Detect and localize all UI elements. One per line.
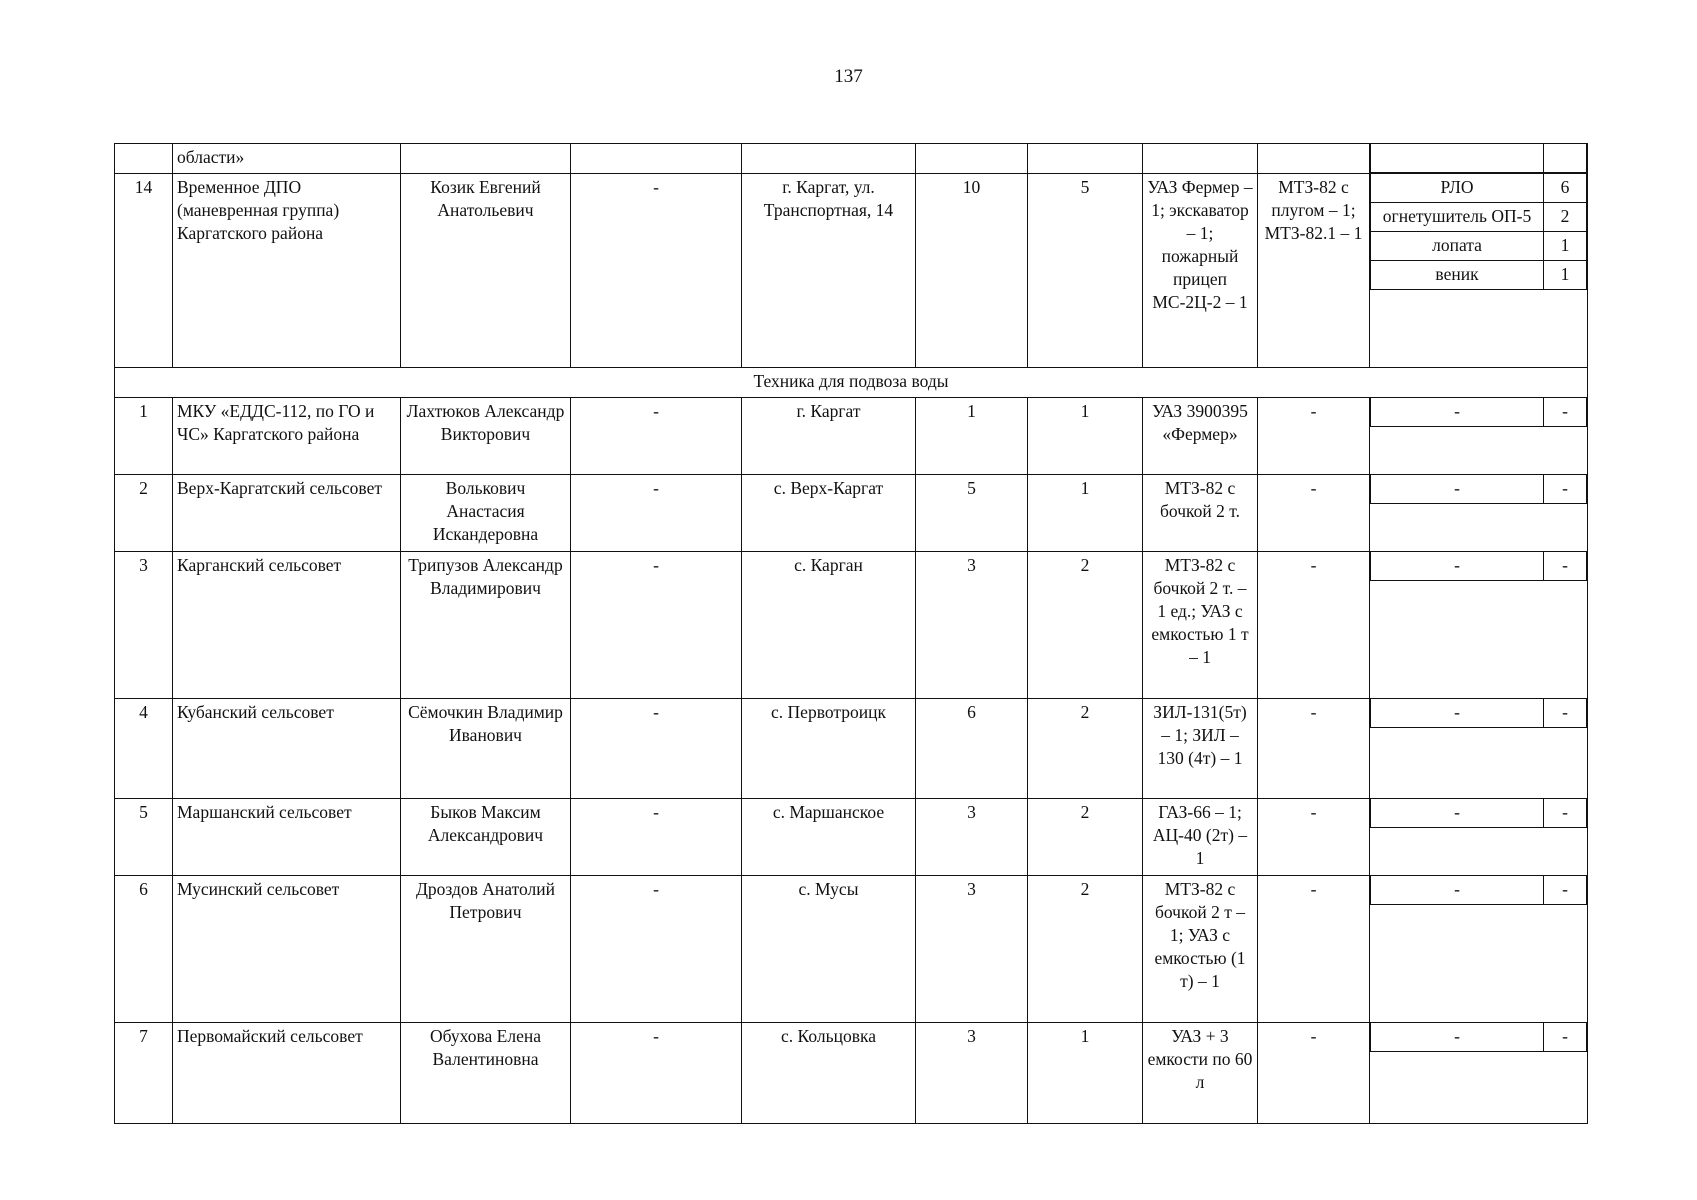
equipment-qty: 1 [1544, 261, 1587, 290]
cell-phone: - [571, 799, 742, 876]
cell-equipment [1370, 699, 1588, 799]
cell-num: 14 [115, 174, 173, 368]
cell-people: 3 [916, 1023, 1028, 1124]
cell-phone: - [571, 552, 742, 699]
equipment-qty: - [1544, 699, 1587, 728]
cell-num: 2 [115, 475, 173, 552]
equipment-qty: - [1544, 475, 1587, 504]
cell-equipment [1370, 475, 1588, 552]
section-header-row [115, 368, 1588, 398]
cell-organization: Кубанский сельсовет [173, 699, 401, 799]
cell-num: 4 [115, 699, 173, 799]
cell-address: с. Маршанское [742, 799, 916, 876]
equipment-qty: - [1544, 799, 1587, 828]
equipment-name: - [1371, 1023, 1544, 1052]
cell-vehicles: УАЗ + 3 емкости по 60 л [1143, 1023, 1258, 1124]
equipment-name: - [1371, 552, 1544, 581]
cell-tractors: - [1258, 475, 1370, 552]
cell-head: Трипузов Александр Владимирович [401, 552, 571, 699]
cell-num: 7 [115, 1023, 173, 1124]
cell-equipment [1370, 552, 1588, 699]
cell-organization: Карганский сельсовет [173, 552, 401, 699]
cell-address: с. Мусы [742, 876, 916, 1023]
cell-people: 3 [916, 552, 1028, 699]
cell-vehicles: ГАЗ-66 – 1; АЦ-40 (2т) – 1 [1143, 799, 1258, 876]
cell-equipment [1370, 799, 1588, 876]
cell-head: Козик Евгений Анатольевич [401, 174, 571, 368]
equipment-name: веник [1371, 261, 1544, 290]
cell-address [742, 144, 916, 174]
equipment-qty: - [1544, 1023, 1587, 1052]
cell-units: 1 [1028, 1023, 1143, 1124]
cell-people: 10 [916, 174, 1028, 368]
table-row-14 [115, 174, 1588, 368]
page-number: 137 [834, 66, 863, 87]
cell-phone [571, 144, 742, 174]
equipment-name: - [1371, 398, 1544, 427]
equipment-item [1371, 203, 1587, 232]
table-row [115, 799, 1588, 876]
cell-people: 6 [916, 699, 1028, 799]
cell-people: 1 [916, 398, 1028, 475]
cell-organization: Маршанский сельсовет [173, 799, 401, 876]
cell-units [1028, 144, 1143, 174]
cell-tractors: - [1258, 1023, 1370, 1124]
table-row [115, 699, 1588, 799]
cell-units: 2 [1028, 876, 1143, 1023]
cell-organization: МКУ «ЕДДС-112, по ГО и ЧС» Каргатского района [173, 398, 401, 475]
cell-num: 1 [115, 398, 173, 475]
cell-people: 3 [916, 876, 1028, 1023]
equipment-item [1371, 174, 1587, 203]
table-row [115, 552, 1588, 699]
cell-units: 5 [1028, 174, 1143, 368]
cell-organization: области» [173, 144, 401, 174]
equipment-name: огнетушитель ОП-5 [1371, 203, 1544, 232]
equipment-name: - [1371, 475, 1544, 504]
table-row [115, 1023, 1588, 1124]
cell-vehicles: УАЗ Фермер – 1; экскаватор – 1; пожарный прицеп МС-2Ц-2 – 1 [1143, 174, 1258, 368]
cell-tractors: МТЗ-82 с плугом – 1; МТЗ-82.1 – 1 [1258, 174, 1370, 368]
cell-tractors: - [1258, 799, 1370, 876]
cell-vehicles: МТЗ-82 с бочкой 2 т – 1; УАЗ с емкостью (1 т) – 1 [1143, 876, 1258, 1023]
cell-head: Обухова Елена Валентиновна [401, 1023, 571, 1124]
cell-address: с. Первотроицк [742, 699, 916, 799]
resources-table [114, 143, 1588, 1124]
equipment-item [1371, 232, 1587, 261]
cell-phone: - [571, 1023, 742, 1124]
cell-units: 1 [1028, 475, 1143, 552]
cell-vehicles: ЗИЛ-131(5т) – 1; ЗИЛ – 130 (4т) – 1 [1143, 699, 1258, 799]
equipment-list [1370, 174, 1587, 290]
cell-units: 2 [1028, 699, 1143, 799]
cell-phone: - [571, 699, 742, 799]
cell-equipment [1370, 398, 1588, 475]
equipment-item [1371, 261, 1587, 290]
cell-head: Сёмочкин Владимир Иванович [401, 699, 571, 799]
equipment-name: лопата [1371, 232, 1544, 261]
equipment-qty: - [1544, 398, 1587, 427]
equipment-qty: - [1544, 552, 1587, 581]
cell-people [916, 144, 1028, 174]
equipment-name: - [1371, 799, 1544, 828]
cell-equipment [1370, 144, 1588, 174]
cell-address: г. Каргат, ул. Транспортная, 14 [742, 174, 916, 368]
cell-num: 6 [115, 876, 173, 1023]
equipment-name: - [1371, 876, 1544, 905]
cell-vehicles: МТЗ-82 с бочкой 2 т. [1143, 475, 1258, 552]
cell-phone: - [571, 398, 742, 475]
equipment-name: РЛО [1371, 174, 1544, 203]
cell-units: 2 [1028, 799, 1143, 876]
cell-tractors: - [1258, 398, 1370, 475]
cell-organization: Верх-Каргатский сельсовет [173, 475, 401, 552]
equipment-qty: - [1544, 876, 1587, 905]
cell-phone: - [571, 174, 742, 368]
table-row [115, 475, 1588, 552]
cell-num: 3 [115, 552, 173, 699]
equipment-qty: 1 [1544, 232, 1587, 261]
cell-people: 5 [916, 475, 1028, 552]
section-title: Техника для подвоза воды [115, 368, 1588, 398]
cell-num: 5 [115, 799, 173, 876]
cell-equipment [1370, 174, 1588, 368]
cell-vehicles [1143, 144, 1258, 174]
cell-vehicles: УАЗ 3900395 «Фермер» [1143, 398, 1258, 475]
cell-organization: Мусинский сельсовет [173, 876, 401, 1023]
cell-equipment [1370, 876, 1588, 1023]
cell-num [115, 144, 173, 174]
cell-address: с. Верх-Каргат [742, 475, 916, 552]
continuation-row [115, 144, 1588, 174]
cell-tractors: - [1258, 552, 1370, 699]
cell-head [401, 144, 571, 174]
cell-tractors: - [1258, 876, 1370, 1023]
cell-organization: Первомайский сельсовет [173, 1023, 401, 1124]
table-row [115, 398, 1588, 475]
equipment-qty: 2 [1544, 203, 1587, 232]
cell-head: Дроздов Анатолий Петрович [401, 876, 571, 1023]
equipment-qty: 6 [1544, 174, 1587, 203]
cell-tractors: - [1258, 699, 1370, 799]
equipment-name: - [1371, 699, 1544, 728]
cell-address: г. Каргат [742, 398, 916, 475]
cell-phone: - [571, 876, 742, 1023]
cell-units: 2 [1028, 552, 1143, 699]
cell-address: с. Карган [742, 552, 916, 699]
cell-vehicles: МТЗ-82 с бочкой 2 т. – 1 ед.; УАЗ с емкостью 1 т – 1 [1143, 552, 1258, 699]
cell-head: Лахтюков Александр Викторович [401, 398, 571, 475]
cell-tractors [1258, 144, 1370, 174]
cell-units: 1 [1028, 398, 1143, 475]
cell-organization: Временное ДПО (маневренная группа) Каргатского района [173, 174, 401, 368]
table-row [115, 876, 1588, 1023]
cell-phone: - [571, 475, 742, 552]
cell-head: Быков Максим Александрович [401, 799, 571, 876]
cell-address: с. Кольцовка [742, 1023, 916, 1124]
cell-people: 3 [916, 799, 1028, 876]
cell-equipment [1370, 1023, 1588, 1124]
cell-head: Волькович Анастасия Искандеровна [401, 475, 571, 552]
